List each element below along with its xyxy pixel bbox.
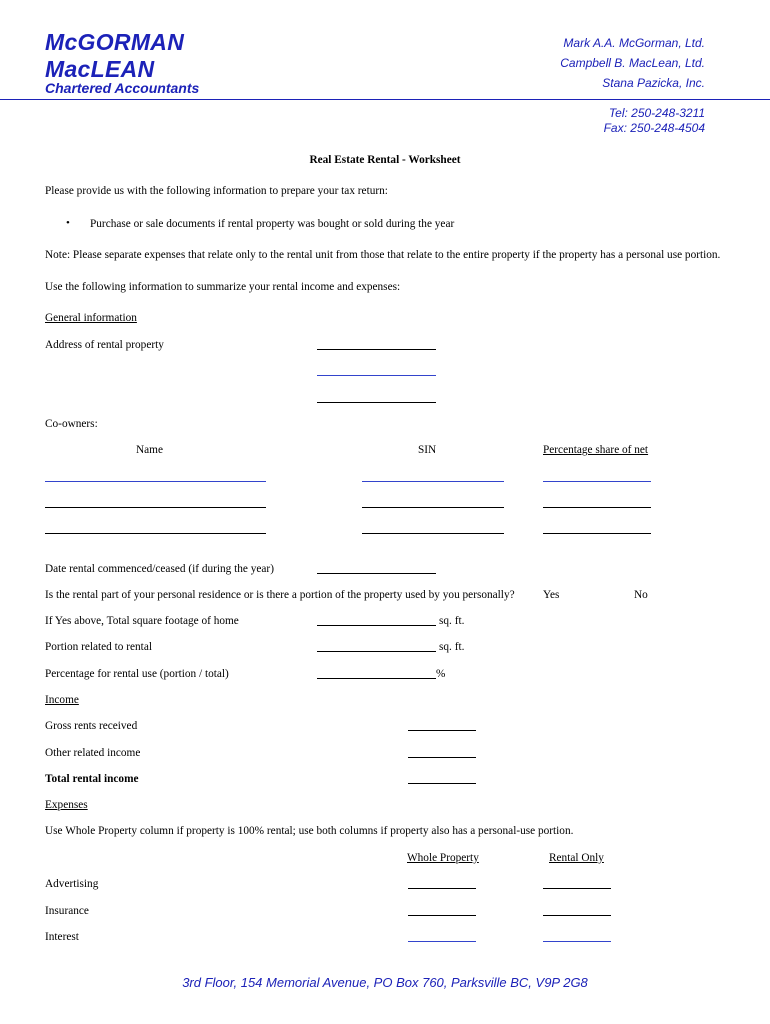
coowner-pct-3[interactable] <box>543 533 651 534</box>
coowner-sin-3[interactable] <box>362 533 504 534</box>
general-heading: General information <box>45 312 137 324</box>
date-line[interactable] <box>317 573 436 574</box>
yes-option[interactable]: Yes <box>543 589 560 601</box>
other-income-line[interactable] <box>408 757 476 758</box>
partner-3: Stana Pazicka, Inc. <box>602 76 705 90</box>
advertising-whole-line[interactable] <box>408 888 476 889</box>
coowner-pct-1[interactable] <box>543 481 651 482</box>
advertising-rental-line[interactable] <box>543 888 611 889</box>
coowner-name-3[interactable] <box>45 533 266 534</box>
col-rental-only: Rental Only <box>549 852 604 864</box>
interest-whole-line[interactable] <box>408 941 476 942</box>
total-income-label: Total rental income <box>45 773 139 785</box>
summary-text: Use the following information to summarize your rental income and expenses: <box>45 281 401 293</box>
address-label: Address of rental property <box>45 339 164 351</box>
sqft-unit-2: sq. ft. <box>439 641 465 653</box>
fax: Fax: 250-248-4504 <box>603 121 705 135</box>
logo-chartered-accountants: Chartered Accountants <box>45 80 200 96</box>
col-percentage: Percentage share of net <box>543 444 649 456</box>
insurance-whole-line[interactable] <box>408 915 476 916</box>
sqft-unit-1: sq. ft. <box>439 615 465 627</box>
address-line-1[interactable] <box>317 349 436 350</box>
bullet-item: Purchase or sale documents if rental property was bought or sold during the year <box>90 218 455 230</box>
expenses-heading: Expenses <box>45 799 88 811</box>
interest-rental-line[interactable] <box>543 941 611 942</box>
coowner-sin-2[interactable] <box>362 507 504 508</box>
expense-advertising: Advertising <box>45 878 99 890</box>
sqft-total-label: If Yes above, Total square footage of home <box>45 615 239 627</box>
expense-interest: Interest <box>45 931 79 943</box>
percentage-label: Percentage for rental use (portion / total) <box>45 668 229 680</box>
coowner-sin-1[interactable] <box>362 481 504 482</box>
address-line-2[interactable] <box>317 375 436 376</box>
other-income-label: Other related income <box>45 747 141 759</box>
portion-line[interactable] <box>317 651 436 652</box>
income-heading: Income <box>45 694 79 706</box>
portion-label: Portion related to rental <box>45 641 152 653</box>
date-label: Date rental commenced/ceased (if during the year) <box>45 563 274 575</box>
bullet-icon: • <box>66 217 70 229</box>
intro-text: Please provide us with the following information to prepare your tax return: <box>45 185 388 197</box>
logo-maclean: MacLEAN <box>45 56 155 82</box>
note-text: Note: Please separate expenses that relate only to the rental unit from those that relate to the entire property if the property has a personal use portion. <box>45 249 721 261</box>
total-income-line[interactable] <box>408 783 476 784</box>
percentage-line[interactable] <box>317 678 436 679</box>
no-option[interactable]: No <box>634 589 648 601</box>
expenses-instruction: Use Whole Property column if property is 100% rental; use both columns if property also has a personal-use portion. <box>45 825 574 837</box>
partner-1: Mark A.A. McGorman, Ltd. <box>563 36 705 50</box>
page-title: Real Estate Rental - Worksheet <box>309 154 461 166</box>
footer-address: 3rd Floor, 154 Memorial Avenue, PO Box 760, Parksville BC, V9P 2G8 <box>182 975 588 990</box>
logo-mcgorman: McGORMAN <box>45 29 185 55</box>
sqft-total-line[interactable] <box>317 625 436 626</box>
insurance-rental-line[interactable] <box>543 915 611 916</box>
col-sin: SIN <box>418 444 437 456</box>
coowners-label: Co-owners: <box>45 418 98 430</box>
tel: Tel: 250-248-3211 <box>608 106 705 120</box>
address-line-3[interactable] <box>317 402 436 403</box>
partner-2: Campbell B. MacLean, Ltd. <box>560 56 705 70</box>
personal-question: Is the rental part of your personal residence or is there a portion of the property used by you personally? <box>45 589 515 601</box>
col-whole-property: Whole Property <box>407 852 479 864</box>
coowner-name-2[interactable] <box>45 507 266 508</box>
expense-insurance: Insurance <box>45 905 89 917</box>
gross-rents-label: Gross rents received <box>45 720 138 732</box>
gross-rents-line[interactable] <box>408 730 476 731</box>
coowner-pct-2[interactable] <box>543 507 651 508</box>
header-divider <box>0 99 770 100</box>
percent-sign: % <box>436 668 446 680</box>
coowner-name-1[interactable] <box>45 481 266 482</box>
col-name: Name <box>136 444 163 456</box>
